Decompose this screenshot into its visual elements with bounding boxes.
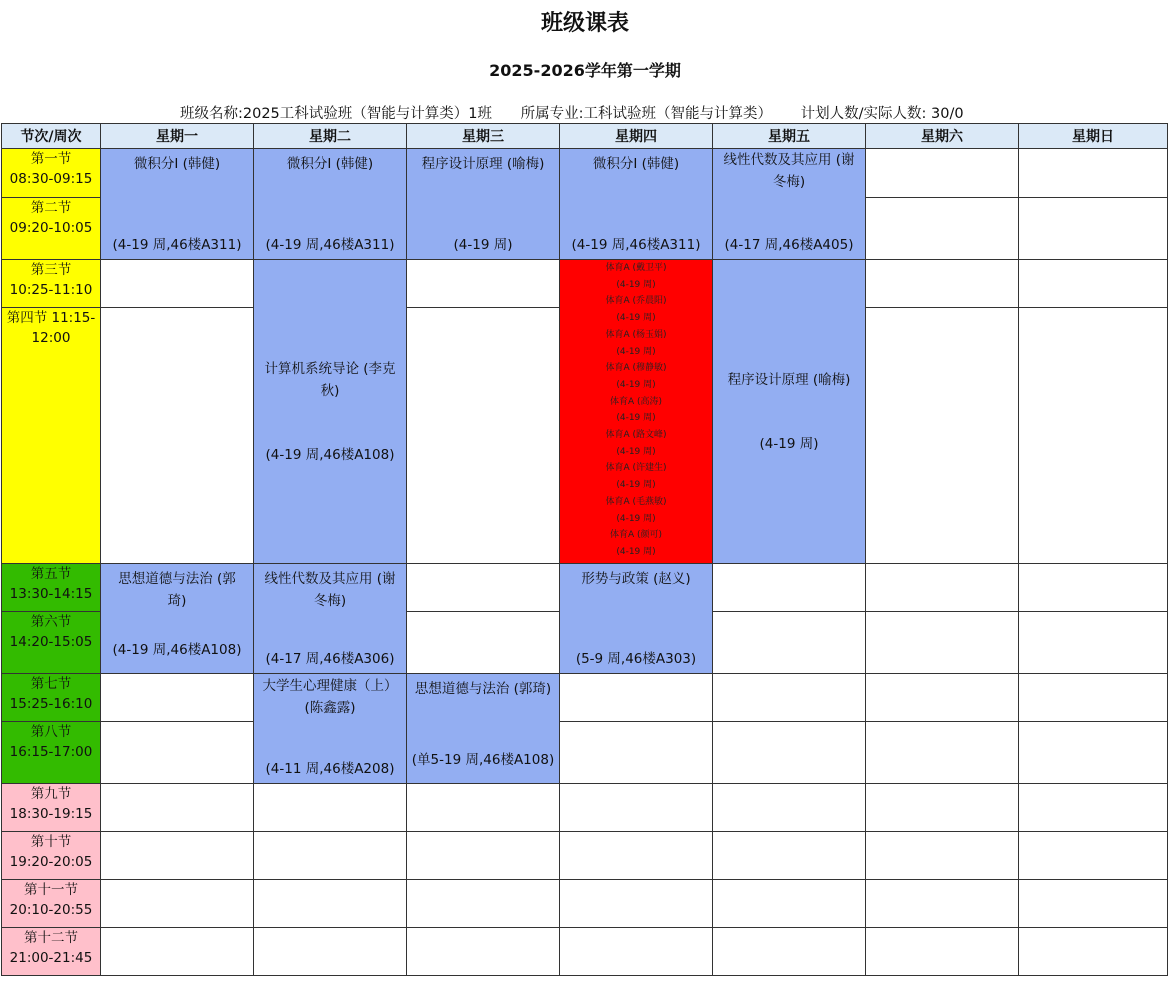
course-location: (4-19 周) bbox=[453, 237, 513, 253]
empty-cell[interactable] bbox=[1019, 880, 1168, 928]
day-header-sun: 星期日 bbox=[1019, 124, 1168, 149]
slot-time: 10:25-11:10 bbox=[9, 282, 93, 298]
empty-cell[interactable] bbox=[713, 928, 866, 976]
empty-cell[interactable] bbox=[866, 260, 1019, 308]
course-location: (4-19 周) bbox=[759, 435, 819, 452]
enrollment-count: 计划人数/实际人数: 30/0 bbox=[800, 106, 964, 122]
slot-name: 第一节 bbox=[30, 151, 72, 167]
course-cell-tue-78[interactable] bbox=[254, 674, 407, 784]
slot-12 bbox=[2, 928, 101, 976]
empty-cell[interactable] bbox=[101, 880, 254, 928]
course-name: 思想道德与法治 (郭琦) bbox=[414, 681, 552, 697]
empty-cell[interactable] bbox=[407, 784, 560, 832]
slot-3 bbox=[2, 260, 101, 308]
timetable bbox=[1, 123, 1168, 976]
empty-cell[interactable] bbox=[407, 928, 560, 976]
slot-time: 20:10-20:55 bbox=[9, 902, 93, 918]
empty-cell[interactable] bbox=[560, 674, 713, 722]
day-header-thu: 星期四 bbox=[560, 124, 713, 149]
empty-cell[interactable] bbox=[1019, 784, 1168, 832]
empty-cell[interactable] bbox=[866, 880, 1019, 928]
course-name: 程序设计原理 (喻梅) bbox=[421, 156, 545, 172]
course-name: 微积分I (韩健) bbox=[592, 156, 680, 172]
slot-time: 13:30-14:15 bbox=[9, 586, 93, 602]
empty-cell[interactable] bbox=[254, 784, 407, 832]
course-cell-wed-12[interactable] bbox=[407, 149, 560, 260]
corner-header: 节次/周次 bbox=[2, 124, 101, 149]
course-name: 思想道德与法治 (郭琦) bbox=[118, 571, 236, 609]
slot-name: 第三节 bbox=[30, 262, 72, 278]
empty-cell[interactable] bbox=[713, 564, 866, 612]
slot-8 bbox=[2, 722, 101, 784]
day-header-wed: 星期三 bbox=[407, 124, 560, 149]
empty-cell[interactable] bbox=[866, 928, 1019, 976]
pe-line: (4-19 周) bbox=[616, 279, 656, 290]
course-location: (4-11 周,46楼A208) bbox=[265, 761, 395, 777]
empty-cell[interactable] bbox=[560, 832, 713, 880]
empty-cell[interactable] bbox=[866, 149, 1019, 198]
semester-subtitle: 2025-2026学年第一学期 bbox=[489, 61, 681, 80]
slot-time: 18:30-19:15 bbox=[9, 806, 93, 822]
empty-cell[interactable] bbox=[407, 832, 560, 880]
empty-cell[interactable] bbox=[866, 784, 1019, 832]
slot-name: 第五节 bbox=[30, 566, 72, 582]
pe-course-cell-thu-34[interactable] bbox=[560, 260, 713, 564]
empty-cell[interactable] bbox=[101, 784, 254, 832]
pe-line: 体育A (许建生) bbox=[605, 463, 667, 474]
empty-cell[interactable] bbox=[866, 612, 1019, 674]
empty-cell[interactable] bbox=[101, 722, 254, 784]
course-cell-fri-12[interactable] bbox=[713, 149, 866, 260]
empty-cell[interactable] bbox=[713, 674, 866, 722]
empty-cell[interactable] bbox=[713, 832, 866, 880]
pe-line: (4-19 周) bbox=[616, 379, 656, 390]
course-cell-thu-12[interactable] bbox=[560, 149, 713, 260]
empty-cell[interactable] bbox=[713, 612, 866, 674]
empty-cell[interactable] bbox=[1019, 149, 1168, 198]
empty-cell[interactable] bbox=[560, 928, 713, 976]
empty-cell[interactable] bbox=[1019, 564, 1168, 612]
course-cell-tue-12[interactable] bbox=[254, 149, 407, 260]
slot-time: 16:15-17:00 bbox=[9, 744, 93, 760]
empty-cell[interactable] bbox=[254, 832, 407, 880]
empty-cell[interactable] bbox=[1019, 198, 1168, 260]
course-cell-tue-56[interactable] bbox=[254, 564, 407, 674]
slot-name: 第四节 11:15-12:00 bbox=[6, 310, 96, 346]
empty-cell[interactable] bbox=[101, 308, 254, 564]
slot-name: 第二节 bbox=[30, 200, 72, 216]
page-title: 班级课表 bbox=[540, 11, 629, 36]
slot-name: 第九节 bbox=[30, 786, 72, 802]
empty-cell[interactable] bbox=[254, 880, 407, 928]
empty-cell[interactable] bbox=[866, 308, 1019, 564]
pe-line: (4-19 周) bbox=[616, 346, 656, 357]
pe-line: 体育A (杨玉娟) bbox=[605, 329, 667, 340]
slot-name: 第十一节 bbox=[24, 882, 78, 898]
pe-line: (4-19 周) bbox=[616, 313, 656, 324]
empty-cell[interactable] bbox=[101, 928, 254, 976]
pe-line: 体育A (毛燕敏) bbox=[605, 496, 667, 507]
pe-line: (4-19 周) bbox=[616, 446, 656, 457]
course-name: 形势与政策 (赵义) bbox=[581, 571, 691, 587]
slot-5 bbox=[2, 564, 101, 612]
slot-name: 第七节 bbox=[30, 676, 72, 692]
slot-time: 09:20-10:05 bbox=[9, 220, 93, 236]
empty-cell[interactable] bbox=[1019, 260, 1168, 308]
course-name: 计算机系统导论 (李克秋) bbox=[264, 360, 396, 399]
course-location: (4-19 周,46楼A311) bbox=[265, 237, 395, 253]
slot-name: 第八节 bbox=[30, 724, 72, 740]
pe-line: (4-19 周) bbox=[616, 480, 656, 491]
course-location: (5-9 周,46楼A303) bbox=[575, 651, 697, 667]
course-location: (4-17 周,46楼A405) bbox=[724, 237, 854, 253]
slot-7 bbox=[2, 674, 101, 722]
pe-line: 体育A (乔晨阳) bbox=[605, 296, 667, 307]
empty-cell[interactable] bbox=[101, 832, 254, 880]
class-name: 班级名称:2025工科试验班（智能与计算类）1班 bbox=[180, 106, 493, 122]
pe-line: 体育A (穆静敏) bbox=[605, 363, 667, 374]
pe-line: 体育A (戴卫平) bbox=[605, 263, 667, 273]
empty-cell[interactable] bbox=[560, 784, 713, 832]
empty-cell[interactable] bbox=[407, 564, 560, 612]
course-name: 微积分I (韩健) bbox=[286, 156, 374, 172]
empty-cell[interactable] bbox=[713, 722, 866, 784]
empty-cell[interactable] bbox=[407, 260, 560, 308]
empty-cell[interactable] bbox=[1019, 928, 1168, 976]
slot-time: 19:20-20:05 bbox=[9, 854, 93, 870]
empty-cell[interactable] bbox=[713, 880, 866, 928]
slot-time: 14:20-15:05 bbox=[9, 634, 93, 650]
slot-name: 第十节 bbox=[30, 834, 72, 850]
slot-time: 08:30-09:15 bbox=[9, 171, 93, 187]
day-header-fri: 星期五 bbox=[713, 124, 866, 149]
class-info bbox=[180, 102, 988, 123]
course-cell-thu-56[interactable] bbox=[560, 564, 713, 674]
course-cell-mon-12[interactable] bbox=[101, 149, 254, 260]
day-header-tue: 星期二 bbox=[254, 124, 407, 149]
empty-cell[interactable] bbox=[866, 674, 1019, 722]
empty-cell[interactable] bbox=[407, 612, 560, 674]
pe-line: 体育A (路文峰) bbox=[605, 430, 667, 441]
slot-time: 15:25-16:10 bbox=[9, 696, 93, 712]
slot-name: 第十二节 bbox=[24, 930, 78, 946]
empty-cell[interactable] bbox=[101, 674, 254, 722]
empty-cell[interactable] bbox=[1019, 674, 1168, 722]
empty-cell[interactable] bbox=[866, 832, 1019, 880]
empty-cell[interactable] bbox=[713, 784, 866, 832]
empty-cell[interactable] bbox=[407, 308, 560, 564]
empty-cell[interactable] bbox=[866, 722, 1019, 784]
slot-10 bbox=[2, 832, 101, 880]
course-name: 大学生心理健康（上）(陈鑫露) bbox=[262, 678, 398, 716]
slot-name: 第六节 bbox=[30, 614, 72, 630]
slot-6 bbox=[2, 612, 101, 674]
course-name: 线性代数及其应用 (谢冬梅) bbox=[264, 571, 396, 609]
course-name: 微积分I (韩健) bbox=[133, 156, 221, 172]
empty-cell[interactable] bbox=[254, 928, 407, 976]
slot-9 bbox=[2, 784, 101, 832]
course-cell-tue-34[interactable] bbox=[254, 260, 407, 564]
empty-cell[interactable] bbox=[866, 564, 1019, 612]
pe-line: (4-19 周) bbox=[616, 546, 656, 557]
empty-cell[interactable] bbox=[560, 722, 713, 784]
empty-cell[interactable] bbox=[407, 880, 560, 928]
day-header-sat: 星期六 bbox=[866, 124, 1019, 149]
empty-cell[interactable] bbox=[1019, 308, 1168, 564]
major-name: 所属专业:工科试验班（智能与计算类） bbox=[520, 106, 773, 122]
header-row bbox=[2, 124, 1168, 149]
slot-4 bbox=[2, 308, 101, 564]
pe-line: 体育A (高涛) bbox=[609, 396, 663, 407]
course-location: (4-17 周,46楼A306) bbox=[265, 651, 395, 667]
day-header-mon: 星期一 bbox=[101, 124, 254, 149]
course-cell-mon-56[interactable] bbox=[101, 564, 254, 674]
slot-1 bbox=[2, 149, 101, 198]
pe-line: (4-19 周) bbox=[616, 513, 656, 524]
course-name: 线性代数及其应用 (谢冬梅) bbox=[723, 152, 855, 190]
course-name: 程序设计原理 (喻梅) bbox=[727, 371, 851, 388]
course-cell-wed-78[interactable] bbox=[407, 674, 560, 784]
slot-11 bbox=[2, 880, 101, 928]
course-location: (单5-19 周,46楼A108) bbox=[411, 752, 555, 768]
course-location: (4-19 周,46楼A108) bbox=[112, 642, 242, 658]
empty-cell[interactable] bbox=[101, 260, 254, 308]
empty-cell[interactable] bbox=[1019, 612, 1168, 674]
course-location: (4-19 周,46楼A311) bbox=[571, 237, 701, 253]
slot-2 bbox=[2, 198, 101, 260]
pe-line: 体育A (颜可) bbox=[609, 530, 663, 541]
course-location: (4-19 周,46楼A311) bbox=[112, 237, 242, 253]
empty-cell[interactable] bbox=[1019, 832, 1168, 880]
empty-cell[interactable] bbox=[866, 198, 1019, 260]
course-location: (4-19 周,46楼A108) bbox=[265, 446, 395, 463]
empty-cell[interactable] bbox=[1019, 722, 1168, 784]
slot-time: 21:00-21:45 bbox=[9, 950, 93, 966]
course-cell-fri-34[interactable] bbox=[713, 260, 866, 564]
pe-line: (4-19 周) bbox=[616, 413, 656, 424]
empty-cell[interactable] bbox=[560, 880, 713, 928]
